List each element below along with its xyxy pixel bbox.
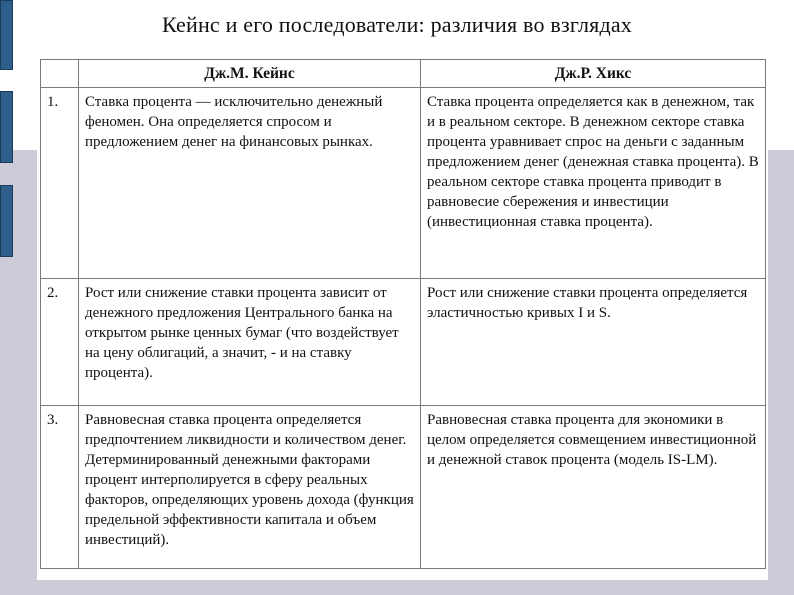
keynes-cell: Равновесная ставка процента определяется предпочтением ликвидности и количеством денег. Детерминированный денежными факторами процент интерполируется в сферу реальных факторов, определяющих уровень дохода (функция предельной эффективности капитала и объем инвестиций). (79, 406, 421, 569)
hicks-cell: Ставка процента определяется как в денежном, так и в реальном секторе. В денежном секторе ставка процента уравнивает спрос на деньги с заданным предложением денег (денежная ставка процента). В реальном секторе ставка процента приводит в равновесие сбережения и инвестиции (инвестиционная ставка процента). (421, 88, 766, 279)
hicks-cell: Равновесная ставка процента для экономики в целом определяется совмещением инвестиционной и денежной ставок процента (модель IS-LM). (421, 406, 766, 569)
comparison-table (40, 59, 766, 569)
hicks-cell: Рост или снижение ставки процента определяется эластичностью кривых I и S. (421, 279, 766, 406)
table-row (41, 88, 766, 279)
comparison-document (37, 57, 768, 580)
header-num (41, 60, 79, 88)
row-number: 1. (41, 88, 79, 279)
accent-bar-2 (0, 91, 13, 163)
table-header-row (41, 60, 766, 88)
table-row (41, 406, 766, 569)
slide-title: Кейнс и его последователи: различия во взглядах (161, 12, 633, 37)
keynes-cell: Рост или снижение ставки процента зависит от денежного предложения Центрального банка на открытом рынке ценных бумаг (что воздействует на цену облигаций, а значит, - и на ставку процента). (79, 279, 421, 406)
keynes-cell: Ставка процента — исключительно денежный феномен. Она определяется спросом и предложением денег на финансовых рынках. (79, 88, 421, 279)
row-number: 2. (41, 279, 79, 406)
accent-bar-3 (0, 185, 13, 257)
table-row (41, 279, 766, 406)
header-keynes: Дж.М. Кейнс (79, 60, 421, 88)
header-hicks: Дж.Р. Хикс (421, 60, 766, 88)
row-number: 3. (41, 406, 79, 569)
